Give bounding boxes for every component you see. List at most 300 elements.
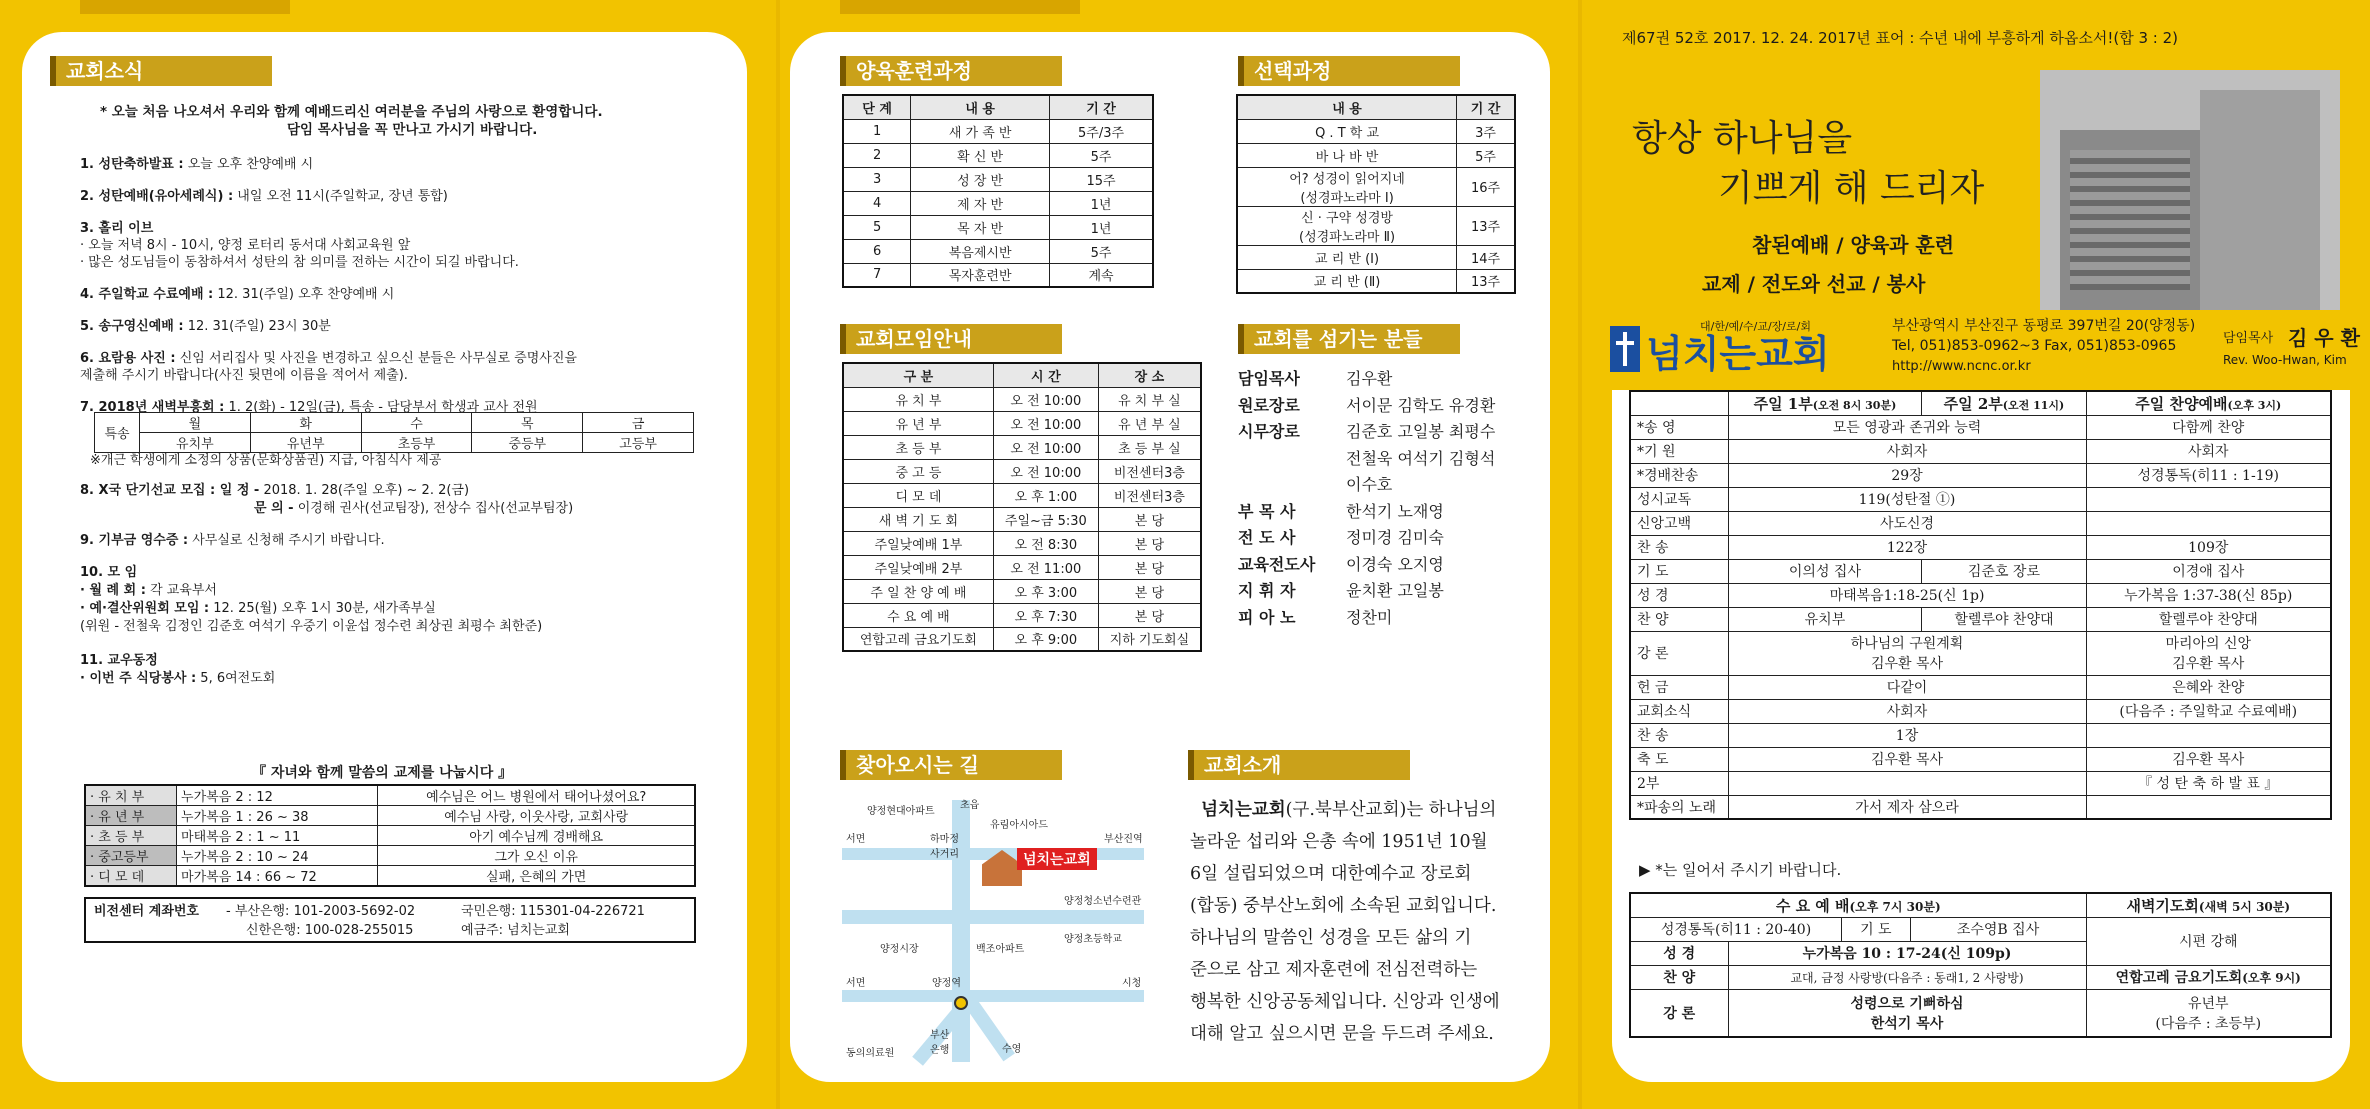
table-cell: 누가복음 2 : 12 — [177, 785, 378, 806]
table-cell — [2086, 747, 2331, 771]
deco-strip — [80, 0, 290, 14]
row-label: *송 영 — [1630, 415, 1728, 439]
table-header: 내 용 — [911, 95, 1050, 119]
table-cell — [1728, 747, 2086, 771]
news-item-head: 5. 송구영신예배 : — [80, 319, 184, 334]
slogan: 항상 하나님을 — [1632, 118, 1853, 159]
table-cell: 중등부 — [472, 433, 583, 453]
row-label: *기 원 — [1630, 439, 1728, 463]
row-label: *경배찬송 — [1630, 463, 1728, 487]
worship-row — [1630, 583, 2331, 607]
header-label: 주일 찬양예배 — [2135, 394, 2228, 413]
table-cell: 초등부 — [361, 433, 472, 453]
table-row — [843, 531, 1201, 555]
table-cell — [2086, 415, 2331, 439]
table-cell: 특송 — [95, 413, 140, 453]
table-cell: 성 장 반 — [911, 167, 1050, 191]
worship-row — [1630, 535, 2331, 559]
church-name: 넘치는교회 — [1201, 800, 1286, 820]
table-cell: 시편 강해 — [2086, 917, 2331, 965]
welcome-text: * 오늘 처음 나오셔서 우리와 함께 예배드리신 여러분을 주님의 사랑으로 환영합니다. — [100, 104, 603, 120]
table-header — [1630, 893, 2086, 917]
intro-text — [1190, 794, 1530, 1050]
wednesday-table — [1629, 892, 2332, 1038]
table-header — [1728, 391, 1922, 415]
table-cell: 연합고레 금요기도회 — [843, 627, 993, 651]
table-cell: 지하 기도회실 — [1098, 627, 1201, 651]
servant-role: 지 휘 자 — [1238, 581, 1296, 600]
table-cell: 13주 — [1457, 269, 1515, 293]
table-cell: 김준호 장로 — [1922, 559, 2086, 583]
table-cell — [1728, 415, 2086, 439]
table-cell — [1728, 771, 2086, 795]
table-row — [1237, 245, 1515, 269]
table-row — [843, 555, 1201, 579]
cell-text: 누가복음 1:37-38(신 85p) — [2124, 588, 2293, 604]
table-cell: 유 년 부 실 — [1098, 411, 1201, 435]
table-cell: 본 당 — [1098, 555, 1201, 579]
table-cell: 3주 — [1457, 119, 1515, 143]
worship-row — [1630, 723, 2331, 747]
servant-names: 정찬미 — [1346, 607, 1393, 627]
table-cell: 주일낮예배 2부 — [843, 555, 993, 579]
header-sub: (오후 7시 30분) — [1849, 899, 1941, 914]
news-item-body: 오늘 오후 찬양예배 시 — [187, 157, 314, 172]
table-cell: 본 당 — [1098, 531, 1201, 555]
special-song-table — [94, 412, 694, 453]
motto: 교제 / 전도와 선교 / 봉사 — [1702, 272, 1926, 296]
website-link[interactable]: http://www.ncnc.or.kr — [1892, 359, 2031, 374]
table-cell: 실패, 은혜의 가면 — [378, 866, 695, 887]
table-cell: 누가복음 10 : 17-24(신 109p) — [1728, 941, 2086, 965]
table-cell: 누가복음 2 : 10 ~ 24 — [177, 846, 378, 866]
cell-text: 유년부 — [2187, 995, 2229, 1012]
news-note: ※개근 학생에게 소정의 상품(문화상품권) 지급, 아침식사 제공 — [90, 453, 442, 468]
news-item — [254, 500, 573, 517]
table-cell: 오 후 7:30 — [993, 603, 1098, 627]
table-cell: 목자훈련반 — [911, 263, 1050, 287]
news-item — [80, 286, 394, 303]
table-cell — [2086, 535, 2331, 559]
table-cell — [1728, 699, 2086, 723]
cell-text: 가서 제자 삼으라 — [1855, 799, 1959, 816]
map: 넘치는교회 양정현대아파트 초읍 유림아시아드 서면 하마정 사거리 부산진역 양정청소년수련관 양정시장 백조아파트 양정초등학교 서면 양정역 시청 동의의료원 부산 은행 수영 — [842, 800, 1144, 1062]
table-cell — [2086, 439, 2331, 463]
table-row — [843, 579, 1201, 603]
news-item-head: 9. 기부금 영수증 : — [80, 533, 189, 548]
news-item-body: 12. 31(주일) 23시 30분 — [187, 319, 331, 334]
news-item — [80, 482, 469, 499]
table-cell — [2086, 511, 2331, 535]
servant-role: 피 아 노 — [1238, 607, 1296, 627]
intro-line: 하나님의 말씀인 성경을 모든 삶의 기 — [1190, 928, 1472, 948]
cell-text: 김우환 목사 — [1870, 752, 1944, 768]
table-cell: 새 가 족 반 — [911, 119, 1050, 143]
table-cell: 초 등 부 — [843, 435, 993, 459]
worship-row — [1630, 511, 2331, 535]
table-cell: 유 치 부 — [843, 387, 993, 411]
news-item — [80, 618, 542, 635]
cell-text: 사회자 — [1886, 444, 1928, 460]
table-cell: 누가복음 1 : 26 ~ 38 — [177, 806, 378, 826]
table-cell: 1 — [843, 119, 911, 143]
row-label: 강 론 — [1630, 989, 1728, 1037]
row-label: 찬 송 — [1630, 723, 1728, 747]
intro-line: (합동) 중부산노회에 소속된 교회입니다. — [1190, 896, 1497, 916]
header-label: 주일 1부 — [1753, 394, 1813, 413]
table-cell: 오 전 10:00 — [993, 435, 1098, 459]
table-cell: 그가 오신 이유 — [378, 846, 695, 866]
fold-line — [776, 0, 780, 1109]
worship-row — [1630, 675, 2331, 699]
table-row — [843, 167, 1153, 191]
table-cell — [2086, 795, 2331, 819]
table-cell: 확 신 반 — [911, 143, 1050, 167]
news-item-body: 5, 6여전도회 — [200, 671, 276, 686]
table-cell: 비전센터3층 — [1098, 459, 1201, 483]
table-cell — [1728, 989, 2086, 1037]
cell-text: 성령으로 기뻐하심 — [1850, 995, 1964, 1012]
cell-sub: (오후 9시) — [2242, 971, 2301, 985]
table-cell: · 디 모 데 — [85, 866, 177, 887]
news-item-head: 11. 교우동정 — [80, 653, 158, 668]
header-sub: (오후 3시) — [2227, 398, 2282, 412]
worship-row — [1630, 439, 2331, 463]
table-cell: · 중고등부 — [85, 846, 177, 866]
worship-row — [1630, 487, 2331, 511]
table-cell: 기 도 — [1842, 917, 1911, 941]
news-item — [80, 582, 217, 599]
cell-text: 사회자 — [2187, 444, 2229, 460]
table-cell: 주 일 찬 양 예 배 — [843, 579, 993, 603]
table-cell — [2086, 487, 2331, 511]
table-cell: 중 고 등 — [843, 459, 993, 483]
table-cell: · 유 년 부 — [85, 806, 177, 826]
welcome-text: 담임 목사님을 꼭 만나고 가시기 바랍니다. — [287, 122, 538, 138]
news-item — [80, 188, 448, 205]
table-row — [1237, 206, 1515, 245]
table-row — [843, 239, 1153, 263]
servant-names: 전철욱 여석기 김형석 — [1346, 448, 1496, 468]
table-cell: 14주 — [1457, 245, 1515, 269]
news-item-head: 3. 홀리 이브 — [80, 221, 154, 236]
cell-text: 『 성 탄 축 하 발 표 』 — [2138, 776, 2279, 792]
denomination: 대/한/예/수/교/장/로/회 — [1700, 320, 1811, 333]
row-label: 2부 — [1630, 771, 1728, 795]
servant-names: 이경숙 오지영 — [1346, 554, 1444, 574]
news-item — [80, 254, 519, 271]
intro-line: 대해 알고 싶으시면 문을 두드려 주세요. — [1190, 1024, 1494, 1044]
table-cell: 유년부 — [250, 433, 361, 453]
news-item — [80, 564, 137, 581]
news-item-head: · 예·결산위원회 모임 : — [80, 601, 210, 616]
table-header: 기 간 — [1050, 95, 1153, 119]
table-cell — [2086, 631, 2331, 675]
row-label: 성 경 — [1630, 941, 1728, 965]
intro-line: (구.북부산교회)는 하나님의 — [1285, 800, 1497, 820]
servant-names: 서이문 김학도 유경환 — [1346, 395, 1496, 415]
news-item — [80, 237, 410, 254]
news-item — [80, 652, 158, 669]
table-cell: 월 — [140, 413, 251, 433]
table-row — [843, 627, 1201, 651]
cell-text: 29장 — [1891, 468, 1923, 484]
table-row — [843, 387, 1201, 411]
table-header: 장 소 — [1098, 363, 1201, 387]
news-item — [80, 670, 275, 687]
table-row — [85, 826, 695, 846]
table-row — [843, 483, 1201, 507]
table-cell: 오 전 11:00 — [993, 555, 1098, 579]
cell-sub: 김우환 목사 — [1870, 656, 1944, 672]
table-cell — [1728, 795, 2086, 819]
servant-role: 부 목 사 — [1238, 501, 1296, 521]
share-title: 『 자녀와 함께 말씀의 교제를 나눕시다 』 — [252, 765, 513, 781]
church-logo-text: 넘치는교회 — [1646, 332, 1830, 376]
table-row — [843, 459, 1201, 483]
header-sub: (오전 11시) — [2002, 398, 2065, 412]
table-cell: 오 전 8:30 — [993, 531, 1098, 555]
table-cell: 바 나 바 반 — [1237, 143, 1457, 167]
table-cell: 신 · 구약 성경방 (성경파노라마 Ⅱ) — [1237, 206, 1457, 245]
table-cell: 수 — [361, 413, 472, 433]
address: 부산광역시 부산진구 동평로 397번길 20(양정동) — [1892, 318, 2196, 334]
news-item — [80, 220, 153, 237]
table-cell — [2086, 771, 2331, 795]
worship-row — [1630, 747, 2331, 771]
row-label: 기 도 — [1630, 559, 1728, 583]
cell-text: 사회자 — [1886, 704, 1928, 720]
table-cell: 마가복음 14 : 66 ~ 72 — [177, 866, 378, 887]
news-panel — [22, 32, 747, 1082]
table-cell: 유치부 — [140, 433, 251, 453]
section-title: 찾아오시는 길 — [840, 750, 1062, 780]
table-cell: 오 전 10:00 — [993, 459, 1098, 483]
table-cell: 금 — [583, 413, 694, 433]
news-item-head: 2. 성탄예배(유아세례식) : — [80, 189, 234, 204]
table-cell — [2086, 723, 2331, 747]
worship-row — [1630, 559, 2331, 583]
table-cell — [1728, 723, 2086, 747]
table-cell: 오 후 9:00 — [993, 627, 1098, 651]
table-cell: 유 치 부 실 — [1098, 387, 1201, 411]
cell-text: 연합고레 금요기도회 — [2115, 970, 2243, 986]
intro-line: 행복한 신앙공동체입니다. 신앙과 인생에 — [1190, 992, 1500, 1012]
news-item — [80, 318, 331, 335]
news-item-body: 사무실로 신청해 주시기 바랍니다. — [192, 533, 385, 548]
table-header: 내 용 — [1237, 95, 1457, 119]
pastor-name: 김 우 환 — [2288, 326, 2360, 350]
church-marker: 넘치는교회 — [1017, 848, 1097, 870]
cell-text: 하나님의 구원계획 — [1850, 636, 1964, 652]
table-header — [2086, 893, 2331, 917]
table-cell: 1년 — [1050, 191, 1153, 215]
cell-text: 사도신경 — [1879, 516, 1935, 532]
table-cell: 5주 — [1050, 143, 1153, 167]
cell-sub: 김우환 목사 — [2172, 656, 2245, 672]
table-cell: 교 리 반 (Ⅱ) — [1237, 269, 1457, 293]
table-cell — [1728, 675, 2086, 699]
row-label: 헌 금 — [1630, 675, 1728, 699]
table-cell — [2086, 699, 2331, 723]
table-cell: 오 전 10:00 — [993, 411, 1098, 435]
row-label: 신앙고백 — [1630, 511, 1728, 535]
news-item — [80, 156, 313, 173]
bulletin-header: 제67권 52호 2017. 12. 24. 2017년 표어 : 수년 내에 부흥하게 하옵소서!(합 3 : 2) — [1622, 29, 2178, 47]
row-label: 성시교독 — [1630, 487, 1728, 511]
table-cell: 계속 — [1050, 263, 1153, 287]
table-cell — [1728, 631, 2086, 675]
news-item-head: 문 의 - — [254, 501, 294, 516]
table-cell: 오 후 3:00 — [993, 579, 1098, 603]
table-cell: 교 리 반 (Ⅰ) — [1237, 245, 1457, 269]
header-sub: (새벽 5시 30분) — [2198, 899, 2291, 914]
table-cell — [1728, 583, 2086, 607]
news-item-body: 내일 오전 11시(주일학교, 장년 통합) — [237, 189, 448, 204]
fold-line — [1578, 0, 1582, 1109]
table-cell — [2086, 675, 2331, 699]
servant-role: 전 도 사 — [1238, 528, 1296, 547]
account-label: 비전센터 계좌번호 — [94, 904, 199, 919]
news-item-body: (위원 - 전철욱 김정인 김준호 여석기 우중기 이윤섭 정수련 최상권 최평수 최한준) — [80, 619, 543, 634]
table-cell: 주일~금 5:30 — [993, 507, 1098, 531]
deco-strip — [840, 0, 1080, 14]
account-box — [84, 897, 696, 943]
table-cell: Q . T 학 교 — [1237, 119, 1457, 143]
account-text: 신한은행: 100-028-255015 — [246, 923, 414, 938]
news-item-head: 7. 2018년 새벽부흥회 : — [80, 400, 225, 415]
church-building-photo — [2040, 70, 2340, 310]
row-label: 강 론 — [1630, 631, 1728, 675]
table-cell: 5 — [843, 215, 911, 239]
news-item-body: 신임 서리집사 및 사진을 변경하고 싶으신 분들은 사무실로 증명사진을 — [179, 351, 577, 366]
cell-text: 122장 — [1886, 540, 1928, 556]
worship-row — [1630, 463, 2331, 487]
cell-text: 1장 — [1895, 728, 1919, 744]
table-cell — [2086, 989, 2331, 1037]
table-row — [1237, 119, 1515, 143]
news-item-body: 12. 31(주일) 오후 찬양예배 시 — [217, 287, 395, 302]
cell-text: 할렐루야 찬양대 — [2158, 612, 2258, 628]
table-cell: 오 후 1:00 — [993, 483, 1098, 507]
header-label: 새벽기도회 — [2126, 896, 2199, 915]
table-cell: 예수님은 어느 병원에서 태어나셨어요? — [378, 785, 695, 806]
news-item — [80, 532, 385, 549]
motto: 참된예배 / 양육과 훈련 — [1752, 233, 1955, 257]
table-row — [843, 411, 1201, 435]
table-cell: 6 — [843, 239, 911, 263]
cell-text: 119(성탄절 ①) — [1858, 492, 1956, 508]
table-cell — [1728, 535, 2086, 559]
news-item-head: 10. 모 임 — [80, 565, 138, 580]
cell-text: 김우환 목사 — [2172, 752, 2245, 768]
table-cell: · 유 치 부 — [85, 785, 177, 806]
table-row — [843, 191, 1153, 215]
table-row — [843, 263, 1153, 287]
account-text: 국민은행: 115301-04-226721 — [461, 904, 645, 919]
account-text: - 부산은행: 101-2003-5692-02 — [226, 904, 416, 919]
table-cell: 유치부 — [1728, 607, 1922, 631]
table-row — [843, 435, 1201, 459]
news-item-head: 1. 성탄축하발표 : — [80, 157, 184, 172]
news-item-body: 12. 25(월) 오후 1시 30분, 새가족부실 — [213, 601, 436, 616]
table-cell: · 초 등 부 — [85, 826, 177, 846]
elective-table — [1236, 94, 1516, 294]
table-cell — [2086, 607, 2331, 631]
table-cell: 오 전 10:00 — [993, 387, 1098, 411]
table-header: 기 간 — [1457, 95, 1515, 119]
table-cell: 목 — [472, 413, 583, 433]
cell-text: (다음주 : 주일학교 수료예배) — [2119, 704, 2298, 720]
share-table — [84, 784, 696, 887]
table-cell: 본 당 — [1098, 603, 1201, 627]
cell-text: 다함께 찬양 — [2172, 420, 2245, 436]
news-item-head: · 월 례 회 : — [80, 583, 146, 598]
table-row — [85, 846, 695, 866]
intro-line: 준으로 삼고 제자훈련에 전심전력하는 — [1190, 960, 1478, 980]
table-cell: 새 벽 기 도 회 — [843, 507, 993, 531]
table-cell: 성경통독(히11 : 20-40) — [1630, 917, 1842, 941]
servant-names: 이수호 — [1346, 475, 1393, 494]
table-cell: 13주 — [1457, 206, 1515, 245]
table-row — [85, 785, 695, 806]
table-row — [843, 143, 1153, 167]
table-cell: 어? 성경이 읽어지네 (성경파노라마 Ⅰ) — [1237, 167, 1457, 206]
cell-sub: (다음주 : 초등부) — [2155, 1015, 2262, 1032]
table-cell: 초 등 부 실 — [1098, 435, 1201, 459]
training-table — [842, 94, 1154, 288]
pastor-label: 담임목사 — [2223, 331, 2274, 346]
table-row — [1237, 269, 1515, 293]
row-label: 찬 양 — [1630, 965, 1728, 989]
news-item-head: 6. 요람용 사진 : — [80, 351, 176, 366]
table-cell: 고등부 — [583, 433, 694, 453]
table-cell: 16주 — [1457, 167, 1515, 206]
table-cell: 7 — [843, 263, 911, 287]
table-row — [85, 866, 695, 887]
cell-text: 모든 영광과 존귀와 능력 — [1832, 420, 1982, 436]
header-sub: (오전 8시 30분) — [1812, 398, 1897, 412]
account-text: 예금주: 넘치는교회 — [461, 923, 570, 938]
table-cell — [1728, 487, 2086, 511]
table-cell — [2086, 463, 2331, 487]
table-cell: 조수영B 집사 — [1910, 917, 2086, 941]
table-cell: 본 당 — [1098, 507, 1201, 531]
row-label: 찬 양 — [1630, 607, 1728, 631]
news-item-body: · 많은 성도님들이 동참하셔서 성탄의 참 의미를 전하는 시간이 되길 바랍니다. — [80, 255, 519, 270]
section-title: 선택과정 — [1238, 56, 1460, 86]
news-item-body: 이경해 권사(선교팀장), 전상수 집사(선교부팀장) — [297, 501, 574, 516]
table-row — [843, 215, 1153, 239]
news-item-body: 1. 2(화) - 12일(금), 특송 - 담당부서 학생과 교사 전원 — [228, 400, 538, 415]
section-title: 양육훈련과정 — [840, 56, 1062, 86]
cell-text: 109장 — [2188, 540, 2229, 556]
news-item — [80, 350, 577, 367]
table-cell: 목 자 반 — [911, 215, 1050, 239]
meeting-table — [842, 362, 1202, 652]
servant-role: 시무장로 — [1238, 422, 1300, 441]
news-item-body: 제출해 주시기 바랍니다(사진 뒷면에 이름을 적어서 제출). — [80, 368, 408, 383]
servant-names: 윤치환 고일봉 — [1346, 581, 1444, 600]
table-row — [843, 603, 1201, 627]
row-label: *파송의 노래 — [1630, 795, 1728, 819]
intro-line: 6일 설립되었으며 대한예수교 장로회 — [1190, 864, 1472, 884]
table-header — [2086, 391, 2331, 415]
news-item — [80, 367, 408, 384]
worship-row — [1630, 607, 2331, 631]
row-label: 축 도 — [1630, 747, 1728, 771]
intro-line: 놀라운 섭리와 은총 속에 1951년 10월 — [1190, 832, 1488, 852]
